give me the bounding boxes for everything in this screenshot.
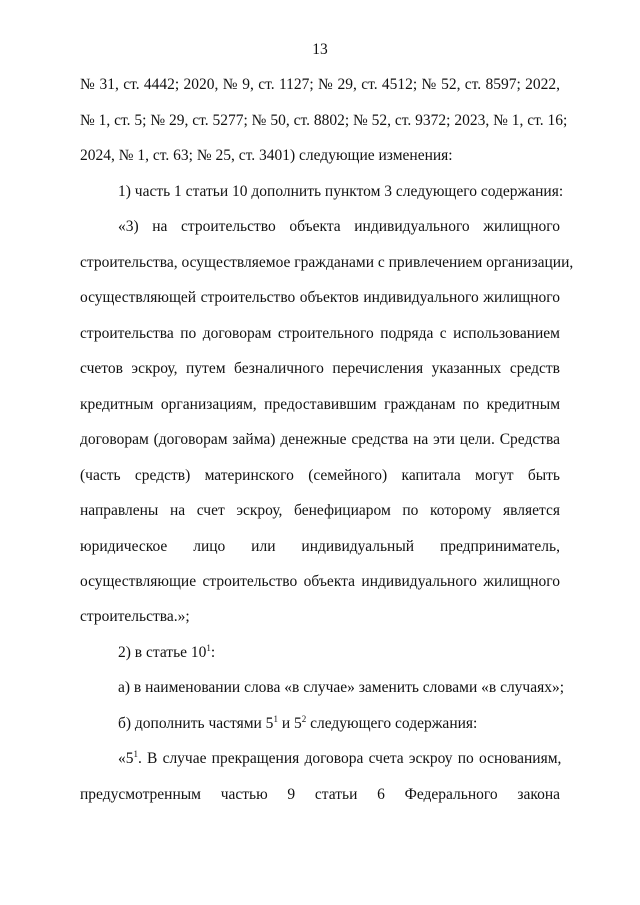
text-line: а) в наименовании слова «в случае» заменить словами «в случаях»;	[118, 679, 565, 696]
superscript: 2	[301, 713, 307, 724]
line-text: :	[210, 644, 216, 661]
text-line: № 1, ст. 5; № 29, ст. 5277; № 50, ст. 8802; № 52, ст. 9372; 2023, № 1, ст. 16;	[80, 112, 568, 129]
text-line	[118, 714, 560, 734]
line-text: . В случае прекращения договора счета эскроу по основаниям,	[138, 750, 562, 767]
text-line: предусмотренным частью 9 статьи 6 Федерального закона	[80, 786, 560, 803]
text-line: «3) на строительство объекта индивидуального жилищного	[118, 218, 560, 235]
superscript: 1	[206, 642, 211, 653]
superscript: 1	[133, 748, 138, 759]
text-line: договорам (договорам займа) денежные средства на эти цели. Средства	[80, 431, 560, 448]
line-text: следующего содержания:	[306, 715, 478, 732]
text-line: (часть средств) материнского (семейного) капитала могут быть	[80, 467, 560, 484]
text-line: направлены на счет эскроу, бенефициаром по которому является	[80, 502, 560, 519]
page-number: 13	[312, 41, 328, 58]
text-line	[118, 749, 560, 769]
text-line: кредитным организациям, предоставившим гражданам по кредитным	[80, 396, 560, 413]
superscript: 1	[273, 713, 278, 724]
text-line: осуществляющей строительство объектов индивидуального жилищного	[80, 289, 560, 306]
text-line: 1) часть 1 статьи 10 дополнить пунктом 3 следующего содержания:	[118, 183, 564, 200]
line-text: и 5	[277, 715, 302, 732]
text-line: строительства, осуществляемое гражданами с привлечением организации,	[80, 254, 574, 271]
line-text: «5	[118, 750, 134, 767]
text-line	[118, 643, 560, 663]
line-text: 2) в статье 10	[118, 644, 207, 661]
text-line: 2024, № 1, ст. 63; № 25, ст. 3401) следующие изменения:	[80, 147, 453, 164]
text-line: счетов эскроу, путем безналичного перечисления указанных средств	[80, 360, 560, 377]
text-line: юридическое лицо или индивидуальный предприниматель,	[80, 538, 560, 555]
text-line: осуществляющие строительство объекта индивидуального жилищного	[80, 573, 560, 590]
text-line: № 31, ст. 4442; 2020, № 9, ст. 1127; № 29, ст. 4512; № 52, ст. 8597; 2022,	[80, 76, 560, 93]
line-text: б) дополнить частями 5	[118, 715, 274, 732]
text-line: строительства по договорам строительного подряда с использованием	[80, 325, 560, 342]
text-line: строительства.»;	[80, 608, 190, 625]
